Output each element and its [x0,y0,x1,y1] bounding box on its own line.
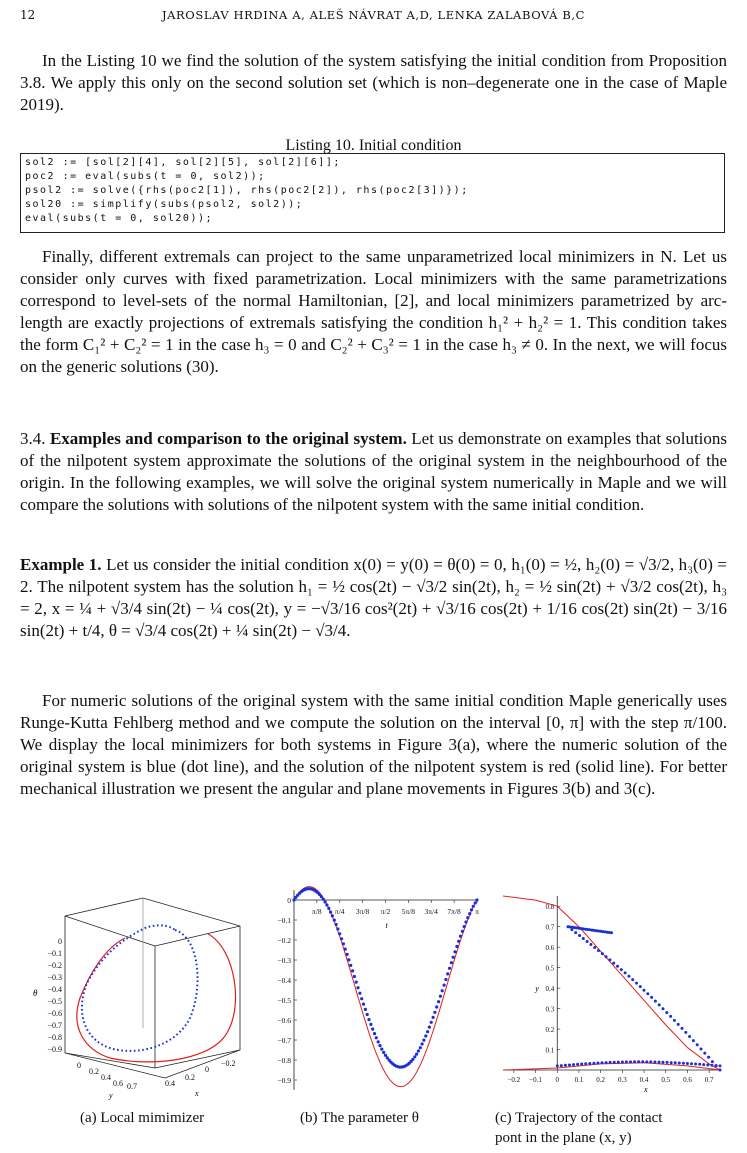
original-theta-point [353,975,356,978]
original-trajectory-point [637,1060,640,1063]
running-head-authors: JAROSLAV HRDINA A, ALEŠ NÁVRAT A,D, LENKA ZALABOVÁ B,C [161,8,586,22]
z-tick: −0.3 [47,973,62,982]
original-theta-point [450,961,453,964]
y-tick-label: −0.8 [277,1056,291,1065]
original-trajectory-point [610,931,613,934]
original-theta-point [344,948,347,951]
original-theta-point [444,978,447,981]
x-tick: 0.4 [165,1079,175,1088]
z-tick: −0.6 [47,1009,62,1018]
tick-labels [277,896,479,1085]
original-theta-point [362,1003,365,1006]
original-trajectory-point [601,952,604,955]
original-trajectory-point [588,1062,591,1065]
original-trajectory-point [627,975,630,978]
listing-caption: Listing 10. Initial condition [285,137,462,154]
original-theta-point [366,1013,369,1016]
original-trajectory-point [596,1062,599,1065]
original-theta-point [417,1049,420,1052]
y-tick-label: 0 [287,896,291,905]
original-trajectory-point [645,1060,648,1063]
original-trajectory-point [700,1048,703,1051]
original-trajectory-point [589,943,592,946]
original-trajectory-point [556,1064,559,1067]
original-trajectory-point [620,968,623,971]
original-theta-point [327,907,330,910]
original-trajectory-point [674,1061,677,1064]
x-tick-label: 0.1 [574,1076,584,1084]
original-trajectory-point [665,1011,668,1014]
original-theta-point [439,995,442,998]
z-tick: −0.9 [47,1045,62,1054]
y-tick-label: 0.7 [545,923,555,932]
example-label: Example 1. [20,555,102,574]
y-axis-label: y [535,984,539,994]
original-trajectory-point [669,1015,672,1018]
figure-c-trajectory-chart [495,888,730,1098]
x-axis-label: x [644,1085,648,1094]
original-trajectory-point [576,1063,579,1066]
code-line: psol2 := solve({rhs(poc2[1]), rhs(poc2[2]), rhs(poc2[3])}); [25,185,469,196]
original-trajectory-point [702,1063,705,1066]
x-tick-label: 5π/8 [401,907,416,916]
y-tick-label: −0.7 [277,1036,291,1045]
original-theta-point [453,950,456,953]
original-trajectory-point [641,1060,644,1063]
original-theta-point [369,1023,372,1026]
intro-paragraph: In the Listing 10 we find the solution of the system satisfying the initial condition from Proposition 3.8. We apply this only on the second solution set (which is non–degenerate one in the case of Maple 2019). [20,51,727,114]
original-theta-point [355,981,358,984]
original-trajectory-point [593,946,596,949]
numeric-paragraph: For numeric solutions of the original system with the same initial condition Maple generically uses Runge-Kutta Fehlberg method and we compute the solution on the interval [0, π] with the step π/100. We display the local minimizers for both systems in Figure 3(a), where the numeric solution of the original system is blue (dot line), and the solution of the nilpotent system is red (solid line). For better mechanical illustration we present the angular and plane movements in Figures 3(b) and 3(c). [20,691,727,798]
original-trajectory-point [605,1061,608,1064]
x-tick: 0 [205,1065,209,1074]
original-trajectory-point [650,996,653,999]
page-number: 12 [20,8,36,22]
x-tick-label: −0.2 [507,1076,521,1084]
figure-c-caption [495,1108,662,1148]
axes [294,890,477,1090]
x-tick-label: π/8 [312,907,322,916]
y-tick: 0.6 [113,1079,123,1088]
original-trajectory-point [578,934,581,937]
x-tick-label: 0.5 [661,1076,671,1084]
original-trajectory-point [601,1061,604,1064]
y-tick-label: 0.8 [545,903,555,912]
x-tick: 0.2 [185,1073,195,1082]
original-trajectory-point [564,1064,567,1067]
original-trajectory-point [706,1064,709,1067]
original-trajectory-point [584,1062,587,1065]
original-trajectory-point [677,1023,680,1026]
original-trajectory-point [686,1062,689,1065]
original-theta-point [448,967,451,970]
original-trajectory-point [609,1061,612,1064]
original-trajectory-point [678,1062,681,1065]
original-trajectory-point [597,949,600,952]
figure-c-caption-line1: (c) Trajectory of the contact [495,1110,663,1126]
original-theta-point [342,942,345,945]
original-theta-point [367,1018,370,1021]
original-trajectory-point [625,1060,628,1063]
original-theta-point [415,1053,418,1056]
y-axis-label: y [109,1091,113,1100]
original-theta-point [360,997,363,1000]
original-theta-point [351,969,354,972]
y-tick: 0.2 [89,1067,99,1076]
original-theta-point [459,935,462,938]
original-trajectory-point [586,940,589,943]
original-trajectory-point [654,1000,657,1003]
code-line: poc2 := eval(subs(t = 0, sol2)); [25,171,266,182]
y-tick-label: 0.1 [545,1046,555,1055]
original-theta-point [358,992,361,995]
x-tick-label: 0.6 [683,1076,692,1084]
original-trajectory-point [698,1063,701,1066]
original-trajectory-point [666,1061,669,1064]
x-tick-label: 0 [555,1076,559,1084]
original-trajectory-point [582,937,585,940]
original-theta-point [336,927,339,930]
extremals-paragraph: Finally, different extremals can project to the same unparametrized local minimizers in N. Let us consider only curves with fixed parametrization. Local minimizers with the same parametrizations correspond to level-sets of the normal Hamiltonian, [2], and local minimizers parametrized by arc-length are exactly projections of extremals satisfying the condition h₁² + h₂² = 1. This condition takes the form C₁² + C₂² = 1 in the case h₃ = 0 and C₂² + C₃² = 1 in the case h₃ ≠ 0. In the next, we will focus on the generic solutions (30). [20,247,727,376]
z-tick: −0.4 [47,985,62,994]
figure-a-3d-plot [25,888,250,1103]
original-theta-point [375,1036,378,1039]
original-theta-point [443,984,446,987]
z-tick: −0.2 [47,961,62,970]
y-tick-label: 0.6 [545,944,555,953]
series-layer [292,887,478,1087]
section-paragraph [20,428,727,516]
original-theta-point [371,1028,374,1031]
original-theta-point [422,1039,425,1042]
original-trajectory-point [629,1060,632,1063]
z-axis-label: θ [33,988,38,998]
original-trajectory-point [670,1061,673,1064]
original-theta-point [349,964,352,967]
x-tick-label: π [475,907,479,916]
original-theta-point [432,1016,435,1019]
original-theta-point [475,898,478,901]
original-theta-point [452,956,455,959]
original-trajectory-point [568,1064,571,1067]
original-theta-point [335,923,338,926]
y-tick-label: −0.9 [277,1076,291,1085]
original-trajectory-point [580,1063,583,1066]
nilpotent-trajectory-line [503,896,720,1070]
original-theta-point [421,1042,424,1045]
original-theta-point [428,1026,431,1029]
original-trajectory-point [560,1064,563,1067]
original-trajectory-point [574,931,577,934]
original-theta-point [472,905,475,908]
original-theta-point [382,1051,385,1054]
original-trajectory-point [690,1062,693,1065]
original-theta-point [466,916,469,919]
tick-labels [507,903,714,1084]
y-tick-label: 0.3 [545,1005,555,1014]
z-tick: −0.8 [47,1033,62,1042]
original-trajectory-point [592,1062,595,1065]
figure-b-theta-chart [262,880,487,1100]
y-tick: 0 [77,1061,81,1070]
example-text: Let us consider the initial condition x(0) = y(0) = θ(0) = 0, h₁(0) = ½, h₂(0) = √3/2, h₃(0) = 2. The nilpotent system has the solution h₁ = ½ cos(2t) − √3/2 sin(2t), h₂ = ½ sin(2t) + √3/2 cos(2t), h₃ = 2, x = ¼ + √3/4 sin(2t) − ¼ cos(2t), y = −√3/16 cos²(2t) + √3/16 cos(2t) + 1/16 cos(2t) sin(2t) − 3/16 sin(2t) + t/4, θ = √3/4 cos(2t) + ¼ sin(2t) − √3/4. [20,555,727,640]
y-tick: 0.7 [127,1082,137,1091]
original-trajectory-point [684,1031,687,1034]
original-theta-point [435,1005,438,1008]
original-trajectory-point [613,1061,616,1064]
y-tick-label: −0.1 [277,916,291,925]
original-theta-point [455,945,458,948]
y-tick-label: −0.2 [277,936,291,945]
original-trajectory-point [572,1063,575,1066]
original-trajectory-point [662,1061,665,1064]
original-theta-point [322,898,325,901]
x-tick-label: 3π/4 [424,907,438,916]
figure-b-caption: (b) The parameter θ [300,1110,419,1126]
original-trajectory-point [719,1064,722,1067]
original-theta-point [426,1030,429,1033]
x-tick-label: 0.4 [639,1076,649,1084]
nilpotent-curve [77,934,236,1062]
original-trajectory-point [631,978,634,981]
original-theta-point [384,1054,387,1057]
original-trajectory-point [707,1056,710,1059]
code-listing [20,153,725,233]
original-curve [82,925,198,1051]
original-theta-point [346,953,349,956]
original-theta-point [331,914,334,917]
original-theta-point [292,898,295,901]
y-tick-label: 0.2 [545,1026,555,1035]
original-theta-point [378,1044,381,1047]
z-tick: −0.7 [47,1021,62,1030]
example-paragraph [20,554,727,642]
code-line: sol2 := [sol[2][4], sol[2][5], sol[2][6]]; [25,157,341,168]
original-theta-point [430,1021,433,1024]
y-tick-label: 0.5 [545,964,555,973]
box-edge [65,916,155,946]
original-theta-point [463,925,466,928]
z-tick: 0 [58,937,62,946]
original-trajectory-point [658,1003,661,1006]
original-theta-point [441,989,444,992]
original-theta-point [329,911,332,914]
y-tick-label: −0.4 [277,976,291,985]
original-trajectory-point [662,1007,665,1010]
y-tick: 0.4 [101,1073,111,1082]
original-trajectory-point [649,1060,652,1063]
original-trajectory-point [621,1061,624,1064]
box-edge [155,926,240,946]
section-title: Examples and comparison to the original system. [49,429,407,448]
original-theta-point [333,919,336,922]
code-line: eval(subs(t = 0, sol20)); [25,213,214,224]
original-trajectory-point [608,958,611,961]
original-trajectory-point [688,1035,691,1038]
x-tick-label: 3π/8 [355,907,370,916]
original-trajectory-point [719,1069,722,1072]
original-theta-point [324,900,327,903]
original-theta-point [437,1000,440,1003]
z-tick: −0.1 [47,949,62,958]
original-theta-point [338,932,341,935]
original-trajectory-point [682,1062,685,1065]
original-trajectory-point [710,1064,713,1067]
original-theta-point [470,908,473,911]
x-tick-label: π/2 [380,907,391,916]
x-tick-label: 0.2 [596,1076,606,1084]
original-theta-point [457,940,460,943]
original-trajectory-point [617,1061,620,1064]
original-trajectory-point [692,1039,695,1042]
original-trajectory-point [633,1060,636,1063]
y-tick-label: 0.4 [545,985,555,994]
original-theta-point [377,1040,380,1043]
original-trajectory-point [646,992,649,995]
original-theta-point [446,972,449,975]
original-trajectory-point [696,1043,699,1046]
y-tick-label: −0.3 [277,956,291,965]
original-trajectory-point [624,971,627,974]
original-trajectory-point [567,925,570,928]
original-trajectory-point [605,955,608,958]
original-trajectory-point [711,1060,714,1063]
original-trajectory-point [653,1061,656,1064]
original-theta-point [419,1046,422,1049]
x-tick: −0.2 [221,1059,236,1068]
x-tick-label: 7π/8 [447,907,461,916]
original-theta-point [325,903,328,906]
original-trajectory-point [612,962,615,965]
x-tick-label: 0.3 [617,1076,627,1084]
x-axis-label: x [195,1089,199,1098]
original-trajectory-point [643,989,646,992]
original-theta-point [413,1055,416,1058]
original-trajectory-point [673,1019,676,1022]
original-theta-point [347,958,350,961]
figure-c-caption-line2: pont in the plane (x, y) [495,1130,632,1146]
original-theta-point [474,901,477,904]
x-axis-label: t [385,921,388,930]
figure-a-caption: (a) Local mimimizer [80,1110,205,1126]
section-number: 3.4. [20,429,46,448]
z-tick: −0.5 [47,997,62,1006]
x-tick-label: −0.1 [529,1076,542,1084]
original-theta-point [380,1048,383,1051]
original-trajectory-point [694,1063,697,1066]
original-theta-point [373,1032,376,1035]
y-tick-label: −0.6 [277,1016,291,1025]
original-trajectory-point [570,928,573,931]
original-theta-point [356,986,359,989]
original-trajectory-point [714,1064,717,1067]
original-theta-point [424,1034,427,1037]
code-line: sol20 := simplify(subs(psol2, sol2)); [25,199,304,210]
original-trajectory-point [658,1061,661,1064]
x-tick-label: π/4 [334,907,345,916]
original-trajectory-point [681,1027,684,1030]
original-theta-point [364,1008,367,1011]
original-theta-point [468,912,471,915]
original-trajectory-point [703,1052,706,1055]
original-trajectory-point [616,965,619,968]
section-text: Let us demonstrate on examples that solutions of the nilpotent system approximate the solutions of the original system in the neighbourhood of the origin. In the following examples, we will solve the original system numerically in Maple and we will compare the solutions with solutions of the nilpotent system with the same initial condition. [20,429,728,514]
original-theta-point [461,930,464,933]
original-theta-point [340,937,343,940]
page-header [20,8,727,28]
original-trajectory-point [639,985,642,988]
original-theta-point [433,1011,436,1014]
original-theta-point [464,920,467,923]
x-tick-label: 0.7 [704,1076,714,1084]
original-trajectory-point [635,982,638,985]
y-tick-label: −0.5 [277,996,291,1005]
